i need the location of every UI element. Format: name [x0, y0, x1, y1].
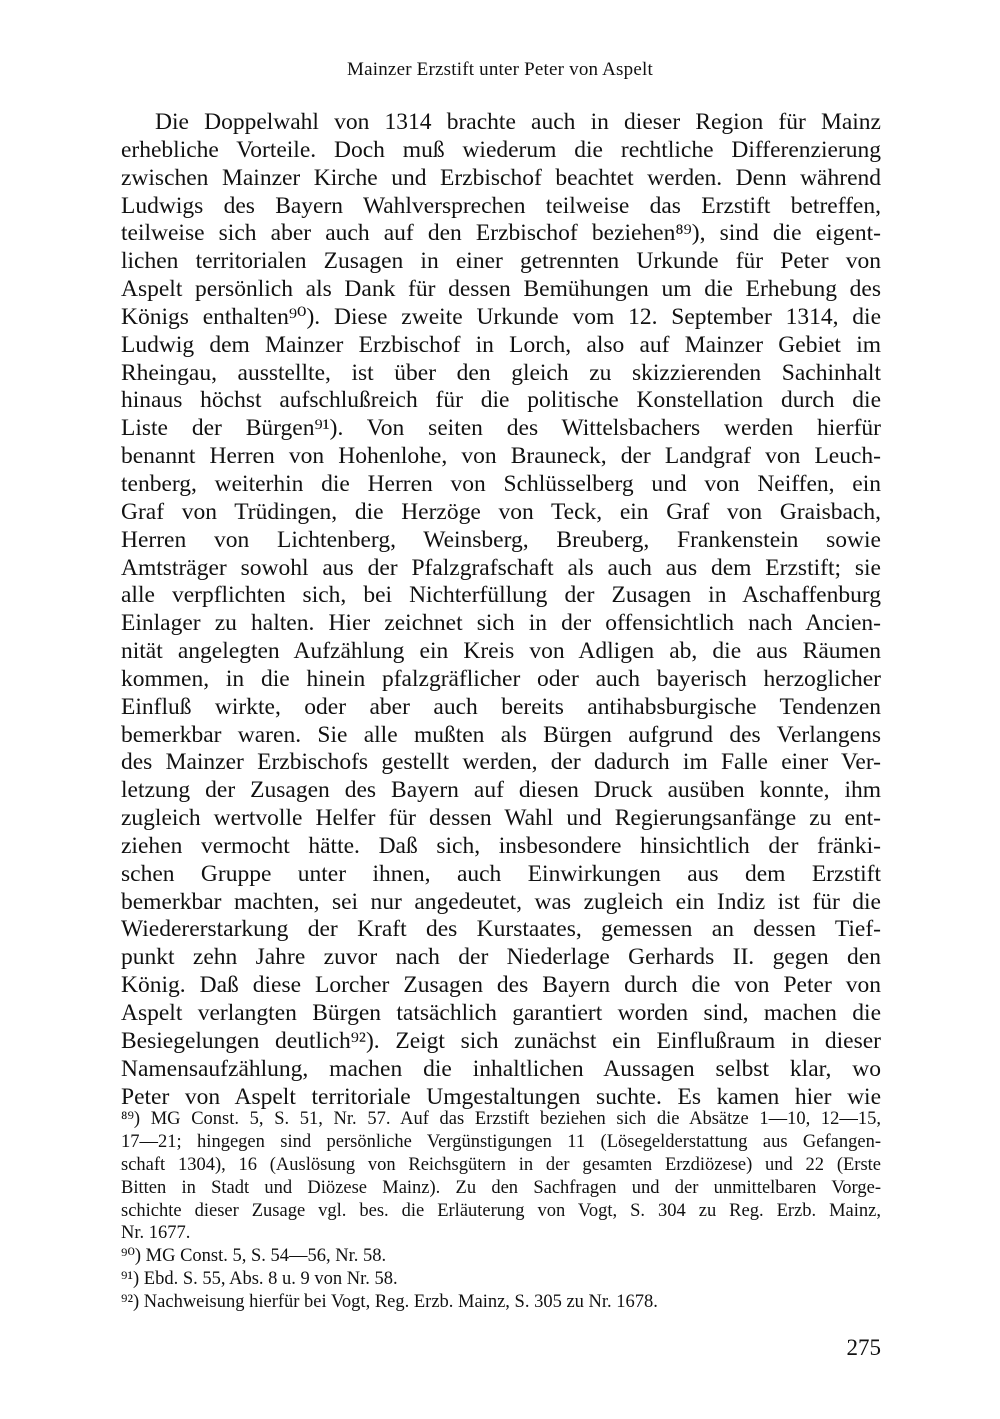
- text-line: nität angelegten Aufzählung ein Kreis von Adligen ab, die aus Räumen: [121, 638, 881, 665]
- text-line: Rheingau, ausstellte, ist über den gleich zu skizzierenden Sachinhalt: [121, 359, 881, 386]
- text-line: Aspelt persönlich als Dank für dessen Bemühungen um die Erhebung des: [121, 276, 881, 303]
- text-line: benannt Herren von Hohenlohe, von Brauneck, der Landgraf von Leuch-: [121, 443, 881, 470]
- text-line: lichen territorialen Zusagen in einer getrennten Urkunde für Peter von: [121, 248, 881, 275]
- footnote-line: ⁹⁰) MG Const. 5, S. 54—56, Nr. 58.: [121, 1246, 387, 1267]
- text-line: Königs enthalten⁹⁰). Diese zweite Urkunde vom 12. September 1314, die: [121, 303, 881, 330]
- text-line: Ludwig dem Mainzer Erzbischof in Lorch, also auf Mainzer Gebiet im: [121, 331, 881, 358]
- text-line: schen Gruppe unter ihnen, auch Einwirkungen aus dem Erzstift: [121, 860, 881, 887]
- text-line: Einlager zu halten. Hier zeichnet sich in der offensichtlich nach Ancien-: [121, 610, 881, 637]
- text-line: tenberg, weiterhin die Herren von Schlüsselberg und von Neiffen, ein: [121, 470, 881, 497]
- footnote-line: 17—21; hingegen sind persönliche Vergünstigungen 11 (Lösegelderstattung aus Gefangen-: [121, 1131, 881, 1152]
- running-header: Mainzer Erzstift unter Peter von Aspelt: [347, 59, 653, 80]
- text-line: Aspelt verlangten Bürgen tatsächlich garantiert worden sind, machen die: [121, 1000, 881, 1026]
- text-line: des Mainzer Erzbischofs gestellt werden, der dadurch im Falle einer Ver-: [121, 749, 881, 776]
- text-line: Amtsträger sowohl aus der Pfalzgrafschaft als auch aus dem Erzstift; sie: [121, 554, 881, 581]
- text-line: Wiedererstarkung der Kraft des Kurstaates, gemessen an dessen Tief-: [121, 916, 881, 943]
- footnote-line: schichte dieser Zusage vgl. bes. die Erläuterung von Vogt, S. 304 zu Reg. Erzb. Mainz,: [121, 1200, 881, 1221]
- text-line: Namensaufzählung, machen die inhaltlichen Aussagen selbst klar, wo: [121, 1055, 881, 1082]
- text-line: zwischen Mainzer Kirche und Erzbischof beachtet werden. Denn während: [121, 164, 881, 191]
- text-line: letzung der Zusagen des Bayern auf diesen Druck ausüben konnte, ihm: [121, 777, 881, 804]
- text-line: Besiegelungen deutlich⁹²). Zeigt sich zunächst ein Einflußraum in dieser: [121, 1027, 881, 1054]
- text-line: Einfluß wirkte, oder aber auch bereits antihabsburgische Tendenzen: [121, 693, 881, 720]
- main-text: [121, 109, 881, 1111]
- text-line: kommen, in die hinein pfalzgräflicher oder auch bayerisch herzoglicher: [121, 665, 881, 692]
- text-line: Herren von Lichtenberg, Weinsberg, Breuberg, Frankenstein sowie: [121, 526, 881, 553]
- footnote-line: ⁹²) Nachweisung hierfür bei Vogt, Reg. Erzb. Mainz, S. 305 zu Nr. 1678.: [121, 1292, 658, 1313]
- text-line: punkt zehn Jahre zuvor nach der Niederlage Gerhards II. gegen den: [121, 944, 881, 971]
- footnote-line: schaft 1304), 16 (Auslösung von Reichsgütern in der gesamten Erzdiözese) und 22 (Erste: [121, 1154, 881, 1175]
- text-line: hinaus höchst aufschlußreich für die politische Konstellation durch die: [121, 387, 881, 414]
- page-number: 275: [846, 1335, 881, 1360]
- text-line: teilweise sich aber auch auf den Erzbischof beziehen⁸⁹), sind die eigent-: [121, 220, 881, 247]
- text-line: Graf von Trüdingen, die Herzöge von Teck, ein Graf von Graisbach,: [121, 498, 881, 525]
- footnotes: [121, 1108, 881, 1314]
- text-line: Ludwigs des Bayern Wahlversprechen teilweise das Erzstift betreffen,: [121, 192, 881, 219]
- footnote-line: ⁸⁹) MG Const. 5, S. 51, Nr. 57. Auf das Erzstift beziehen sich die Absätze 1—10, 12—15,: [121, 1109, 881, 1129]
- text-line: König. Daß diese Lorcher Zusagen des Bayern durch die von Peter von: [121, 972, 881, 999]
- footnote-line: Bitten in Stadt und Diözese Mainz). Zu den Sachfragen und der unmittelbaren Vorge-: [121, 1177, 881, 1198]
- text-line: bemerkbar waren. Sie alle mußten als Bürgen aufgrund des Verlangens: [121, 721, 881, 748]
- text-line: Liste der Bürgen⁹¹). Von seiten des Wittelsbachers werden hierfür: [121, 415, 881, 442]
- footnote-line: ⁹¹) Ebd. S. 55, Abs. 8 u. 9 von Nr. 58.: [121, 1269, 398, 1290]
- text-line: ziehen vermocht hätte. Daß sich, insbesondere hinsichtlich der fränki-: [121, 832, 881, 859]
- footnote-line: Nr. 1677.: [121, 1223, 191, 1244]
- text-line: erhebliche Vorteile. Doch muß wiederum die rechtliche Differenzierung: [121, 136, 881, 163]
- text-line: bemerkbar machten, sei nur angedeutet, was zugleich ein Indiz ist für die: [121, 888, 881, 915]
- text-line: alle verpflichten sich, bei Nichterfüllung der Zusagen in Aschaffenburg: [121, 582, 881, 609]
- text-line: Peter von Aspelt territoriale Umgestaltungen suchte. Es kamen hier wie: [121, 1083, 881, 1110]
- text-line: zugleich wertvolle Helfer für dessen Wahl und Regierungsanfänge zu ent-: [121, 805, 881, 832]
- text-line: Die Doppelwahl von 1314 brachte auch in dieser Region für Mainz: [155, 109, 881, 135]
